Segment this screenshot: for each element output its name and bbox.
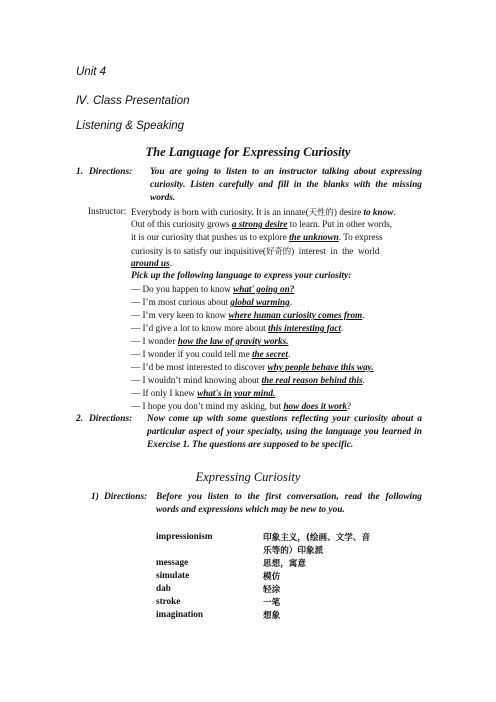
vocab-word: dab [156,583,171,593]
phrase-text: — I wonder [131,336,178,346]
directions-1-line2: curiosity. Listen carefully and fill in the blanks with the missing [150,180,422,190]
vocab-meaning: 思想，寓意 [263,559,306,569]
filled-blank: why people behave this way. [267,362,374,372]
phrase-item-1 [131,284,294,294]
directions-2-line3: Exercise 1. The questions are supposed to be specific. [147,440,354,450]
filled-blank: the secret [251,349,288,359]
vocab-meaning: 想象 [263,611,281,621]
directions-2-line2: particular aspect of your specialty, using the language you learned in [147,427,422,437]
vocab-meaning-cont: 乐等的）印象派 [263,546,324,556]
directions-1-line3: words. [150,193,176,203]
phrase-item-2 [131,297,292,307]
filled-blank: to know [363,207,394,217]
directions-3-line1: Before you listen to the first conversation, read the following [156,492,422,502]
subsection-heading: Listening & Speaking [76,120,185,132]
directions-2-line1: Now come up with some questions reflecting your curiosity about a [147,414,422,424]
phrase-text: — I’d be most interested to discover [131,362,268,372]
filled-blank: what's in your mind. [197,388,276,398]
directions-3-number: 1) [91,492,99,502]
filled-blank: global warming [230,297,290,307]
vocab-meaning: 模仿 [263,572,281,582]
phrase-item-10 [131,401,351,411]
filled-blank: the unknown [288,232,339,242]
instructor-text: curiosity is to satisfy our inquisitive( [131,246,266,256]
instructor-line1 [131,206,396,218]
phrase-item-9 [131,388,275,398]
filled-blank: this interesting fact [268,323,342,333]
vocab-word: message [156,557,189,567]
vocab-word: stroke [156,596,181,606]
phrase-item-6 [131,349,290,359]
phrase-text: . [287,349,291,359]
phrase-text: — I’m most curious about [131,297,231,307]
vocab-word: imagination [156,609,203,619]
instructor-text: to learn. Put in other words, [287,219,393,229]
instructor-text: . [169,258,172,268]
instructor-line2 [131,219,392,229]
instructor-text: Everybody is born with curiosity. It is an innate( [131,207,309,217]
filled-blank: what' going on? [233,284,295,294]
phrase-item-8 [131,375,365,385]
instructor-label: Instructor: [88,206,127,216]
phrase-item-3 [131,310,365,320]
filled-blank: how the law of gravity works. [177,336,289,346]
phrase-text: . [362,375,365,385]
instructor-text: Out of this curiosity grows [131,219,232,229]
filled-blank: where human curiosity comes from [228,310,363,320]
directions-3-label: Directions: [104,492,148,502]
directions-1-label: Directions: [89,167,133,177]
phrase-text: — Do you happen to know [131,284,234,294]
phrase-item-7 [131,362,374,372]
vocab-meaning: 印象主义，(绘画、文学、音 [263,533,371,543]
section-title-expressing: Expressing Curiosity [195,470,301,484]
vocab-word: impressionism [156,531,213,541]
directions-1-number: 1. [76,167,84,177]
phrase-text: — If only I knew [131,388,198,398]
vocab-meaning: 一笔 [263,598,281,608]
section-heading: Ⅳ. Class Presentation [76,95,190,107]
directions-3-line2: words and expressions which may be new to you. [156,505,345,515]
vocab-meaning: 轻涂 [263,585,281,595]
directions-2-label: Directions: [89,414,133,424]
instructor-line3 [131,232,383,242]
instructor-text: . [393,207,396,217]
filled-blank: a strong desire [231,219,288,229]
phrase-text: — I’m very keen to know [131,310,229,320]
phrase-text: — I’d give a lot to know more about [131,323,269,333]
filled-blank: the real reason behind this [261,375,363,385]
instructor-text: ) desire [333,207,364,217]
phrase-text: — I wonder if you could tell me [131,349,252,359]
section-title-language: The Language for Expressing Curiosity [145,145,351,159]
directions-1-line1: You are going to listen to an instructor talking about expressing [150,167,422,177]
filled-blank: how does it work [283,401,347,411]
directions-2-number: 2. [76,414,84,424]
filled-blank: around us [131,258,170,268]
pickup-instruction: Pick up the following language to express your curiosity: [131,271,352,281]
instructor-text: . To express [338,232,383,242]
phrase-item-4 [131,323,343,333]
phrase-item-5 [131,336,288,346]
phrase-text: — I hope you don’t mind my asking, but [131,401,284,411]
instructor-line5 [131,258,172,268]
phrase-text: — I wouldn’t mind knowing about [131,375,262,385]
vocab-word: simulate [156,570,190,580]
instructor-text: ) interest in the world [291,246,380,256]
unit-heading: Unit 4 [76,66,107,78]
phrase-text: ? [347,401,352,411]
chinese-gloss: 天性的 [308,207,334,217]
chinese-gloss: 好奇的 [266,246,292,256]
instructor-text: it is our curiosity that pushes us to explore [131,232,289,242]
instructor-line4 [131,245,379,257]
phrase-text: . [341,323,344,333]
phrase-text: . [362,310,365,320]
phrase-text: . [289,297,293,307]
